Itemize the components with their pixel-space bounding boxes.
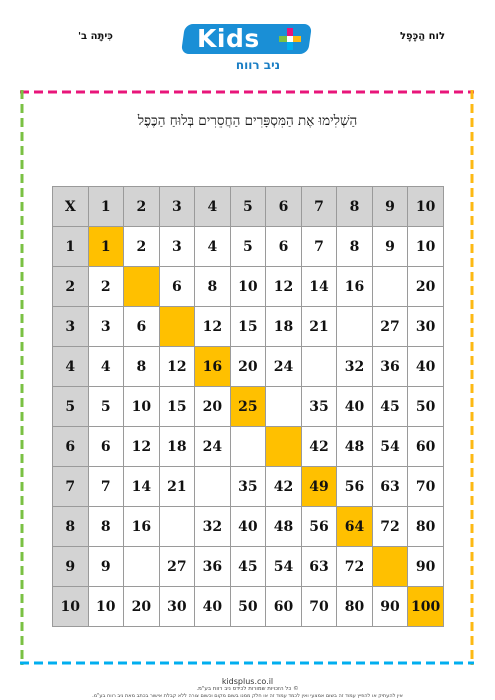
product-cell: 6 [124,307,160,347]
blank-answer-cell[interactable] [372,547,408,587]
product-cell: 49 [301,467,337,507]
product-cell: 16 [337,267,373,307]
product-cell: 42 [266,467,302,507]
product-cell: 100 [408,587,444,627]
column-header-cell: 6 [266,187,302,227]
footer-legal: אין להעתיק או להפיץ עמוד זה בשום אמצעי ואין לכמד עמוד זה או חלק ממנו בשום מקום וכשום צורה ללא קבלת אישור בכתב מאת ניב רווח בע"מ. [92,693,403,699]
product-cell: 45 [230,547,266,587]
product-cell: 20 [408,267,444,307]
product-cell: 21 [301,307,337,347]
table-header-row [53,187,444,227]
product-cell: 14 [301,267,337,307]
column-header-cell: 7 [301,187,337,227]
product-cell: 36 [195,547,231,587]
product-cell: 50 [230,587,266,627]
product-cell: 20 [230,347,266,387]
blank-answer-cell[interactable] [230,427,266,467]
row-header-cell: 2 [53,267,89,307]
column-header-cell: 10 [408,187,444,227]
product-cell: 54 [266,547,302,587]
blank-answer-cell[interactable] [124,547,160,587]
product-cell: 8 [88,507,124,547]
plus-icon [279,28,301,50]
product-cell: 32 [195,507,231,547]
worksheet-topic: לוח הַכֶּפֶל [400,31,445,42]
product-cell: 9 [372,227,408,267]
footer-copyright: © כל הזכויות שמורות לכידס ניב רווח בע"מ. [196,686,299,692]
corner-cell: X [53,187,89,227]
product-cell: 10 [408,227,444,267]
row-header-cell: 10 [53,587,89,627]
footer-url: kidsplus.co.il [221,677,274,686]
product-cell: 25 [230,387,266,427]
blank-answer-cell[interactable] [266,427,302,467]
product-cell: 6 [88,427,124,467]
product-cell: 6 [159,267,195,307]
product-cell: 10 [124,387,160,427]
product-cell: 54 [372,427,408,467]
row-header-cell: 8 [53,507,89,547]
product-cell: 5 [230,227,266,267]
multiplication-table [52,186,444,627]
column-header-cell: 8 [337,187,373,227]
product-cell: 4 [88,347,124,387]
product-cell: 2 [124,227,160,267]
product-cell: 7 [88,467,124,507]
product-cell: 20 [124,587,160,627]
product-cell: 8 [337,227,373,267]
product-cell: 48 [266,507,302,547]
product-cell: 80 [408,507,444,547]
product-cell: 15 [159,387,195,427]
product-cell: 12 [124,427,160,467]
product-cell: 18 [266,307,302,347]
product-cell: 24 [266,347,302,387]
product-cell: 5 [88,387,124,427]
product-cell: 30 [159,587,195,627]
row-header-cell: 3 [53,307,89,347]
table-row [53,467,444,507]
row-header-cell: 7 [53,467,89,507]
product-cell: 32 [337,347,373,387]
blank-answer-cell[interactable] [266,387,302,427]
product-cell: 40 [230,507,266,547]
product-cell: 72 [337,547,373,587]
product-cell: 90 [372,587,408,627]
product-cell: 20 [195,387,231,427]
product-cell: 72 [372,507,408,547]
grade-label: כִּיתָּה ב' [78,31,113,42]
product-cell: 80 [337,587,373,627]
product-cell: 30 [408,307,444,347]
column-header-cell: 1 [88,187,124,227]
blank-answer-cell[interactable] [301,347,337,387]
table-row [53,347,444,387]
product-cell: 12 [195,307,231,347]
product-cell: 12 [266,267,302,307]
product-cell: 90 [408,547,444,587]
product-cell: 45 [372,387,408,427]
product-cell: 16 [195,347,231,387]
product-cell: 27 [372,307,408,347]
table-row [53,507,444,547]
product-cell: 60 [266,587,302,627]
product-cell: 64 [337,507,373,547]
logo-main-text: Kids [197,24,260,53]
product-cell: 3 [88,307,124,347]
product-cell: 10 [230,267,266,307]
kids-plus-logo [183,22,310,80]
table-row [53,307,444,347]
product-cell: 1 [88,227,124,267]
table-row [53,587,444,627]
product-cell: 8 [124,347,160,387]
table-row [53,427,444,467]
blank-answer-cell[interactable] [124,267,160,307]
product-cell: 40 [195,587,231,627]
product-cell: 15 [230,307,266,347]
product-cell: 14 [124,467,160,507]
row-header-cell: 9 [53,547,89,587]
product-cell: 18 [159,427,195,467]
product-cell: 24 [195,427,231,467]
product-cell: 60 [408,427,444,467]
product-cell: 27 [159,547,195,587]
product-cell: 12 [159,347,195,387]
product-cell: 70 [408,467,444,507]
product-cell: 21 [159,467,195,507]
row-header-cell: 6 [53,427,89,467]
product-cell: 63 [301,547,337,587]
row-header-cell: 5 [53,387,89,427]
product-cell: 35 [230,467,266,507]
product-cell: 70 [301,587,337,627]
product-cell: 8 [195,267,231,307]
table-row [53,387,444,427]
product-cell: 63 [372,467,408,507]
blank-answer-cell[interactable] [195,467,231,507]
product-cell: 56 [301,507,337,547]
blank-answer-cell[interactable] [372,267,408,307]
blank-answer-cell[interactable] [159,307,195,347]
table-row [53,227,444,267]
product-cell: 10 [88,587,124,627]
product-cell: 40 [337,387,373,427]
product-cell: 4 [195,227,231,267]
column-header-cell: 5 [230,187,266,227]
product-cell: 6 [266,227,302,267]
product-cell: 40 [408,347,444,387]
product-cell: 48 [337,427,373,467]
row-header-cell: 4 [53,347,89,387]
logo-subtitle: ניב רווח [235,58,281,72]
product-cell: 50 [408,387,444,427]
blank-answer-cell[interactable] [337,307,373,347]
product-cell: 56 [337,467,373,507]
product-cell: 7 [301,227,337,267]
product-cell: 9 [88,547,124,587]
product-cell: 42 [301,427,337,467]
column-header-cell: 9 [372,187,408,227]
column-header-cell: 3 [159,187,195,227]
product-cell: 36 [372,347,408,387]
column-header-cell: 2 [124,187,160,227]
table-row [53,267,444,307]
table-row [53,547,444,587]
product-cell: 35 [301,387,337,427]
instruction-title: הַשְׁלִימוּ אֶת הַמִּסְפָּרִים הַחֲסֵרִים בְּלוּחַ הַכֶּפֶל [137,113,358,129]
product-cell: 16 [124,507,160,547]
column-header-cell: 4 [195,187,231,227]
row-header-cell: 1 [53,227,89,267]
product-cell: 3 [159,227,195,267]
product-cell: 2 [88,267,124,307]
blank-answer-cell[interactable] [159,507,195,547]
